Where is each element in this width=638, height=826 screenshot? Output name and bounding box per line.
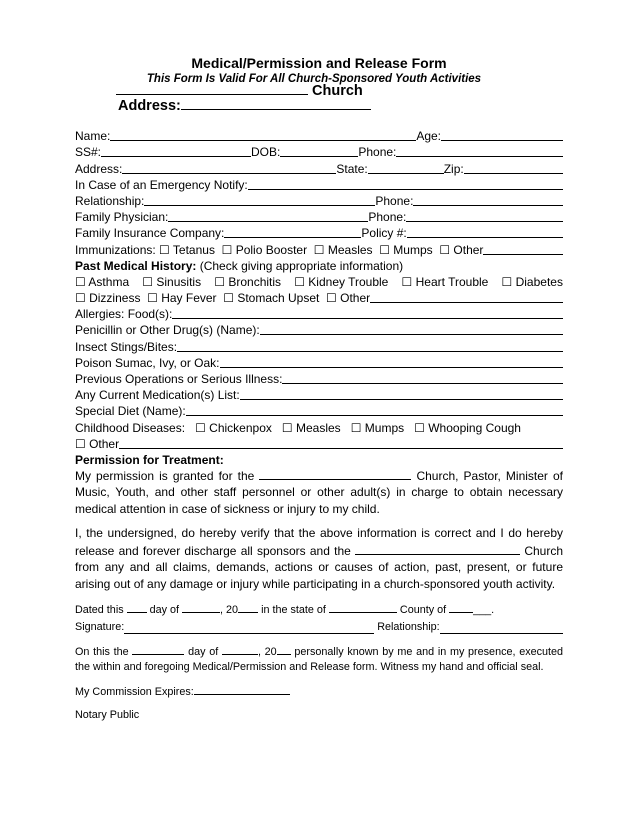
ss-label: SS#: (75, 145, 102, 160)
signature-label: Signature: (75, 621, 125, 634)
phone-label: Phone: (358, 145, 397, 160)
medications-row (75, 386, 563, 402)
dated-county-field[interactable] (449, 602, 473, 613)
permission-heading: Permission for Treatment: (75, 452, 224, 467)
poison-label: Poison Sumac, Ivy, or Oak: (75, 355, 220, 370)
history-row-1 (75, 273, 563, 289)
insect-field[interactable] (177, 340, 563, 352)
asthma-checkbox[interactable]: ☐ Asthma (75, 274, 130, 289)
relationship-field[interactable] (144, 194, 375, 206)
bronchitis-checkbox[interactable]: ☐ Bronchitis (214, 274, 282, 289)
policy-field[interactable] (407, 226, 563, 238)
kidney-trouble-checkbox[interactable]: ☐ Kidney Trouble (294, 274, 389, 289)
permission-paragraph (75, 467, 563, 518)
dated-year-field[interactable] (238, 602, 258, 613)
permission-text-end: Church, Pastor, Minister of Music, Youth, and other staff personnel or other adult(s) in charge to obtain necessary medical attention in case of sickness or injury to my child. (75, 468, 563, 516)
age-field[interactable] (441, 129, 563, 141)
emergency-field[interactable] (248, 178, 563, 190)
state-of-label: in the state of (261, 604, 326, 617)
history-row-2 (75, 289, 563, 305)
dated-day-of-label: day of (149, 604, 180, 617)
policy-label: Policy #: (361, 226, 407, 241)
notary-year-field[interactable] (277, 644, 291, 655)
childhood-mumps-checkbox[interactable]: ☐ Mumps (350, 420, 405, 435)
name-label: Name: (75, 129, 111, 144)
release-paragraph (75, 525, 563, 592)
physician-label: Family Physician: (75, 210, 169, 225)
physician-field[interactable] (168, 210, 368, 222)
childhood-measles-checkbox[interactable]: ☐ Measles (281, 420, 341, 435)
permission-church-field[interactable] (259, 467, 411, 480)
dob-field[interactable] (280, 145, 358, 157)
allergies-field[interactable] (172, 307, 563, 319)
relationship-label: Relationship: (75, 193, 145, 208)
address-row (75, 159, 563, 175)
relationship-row (75, 192, 563, 208)
immunizations-label: Immunizations: (75, 242, 156, 257)
dated-day-field[interactable] (127, 602, 147, 613)
insect-label: Insect Stings/Bites: (75, 339, 178, 354)
phone3-label: Phone: (368, 210, 407, 225)
insect-row (75, 337, 563, 353)
notary-body-text: personally known by me and in my presence, executed the within and foregoing Medical/Permission and Release form. Witness my hand and official seal. (75, 645, 564, 674)
childhood-other-field[interactable] (119, 437, 563, 449)
operations-row (75, 370, 563, 386)
commission-field[interactable] (194, 684, 290, 695)
signature-field[interactable] (124, 622, 374, 634)
notary-paragraph (75, 644, 563, 676)
county-fill-text: ___ (473, 604, 492, 617)
operations-field[interactable] (282, 372, 563, 384)
emergency-label: In Case of an Emergency Notify: (75, 177, 248, 192)
other-history-field[interactable] (370, 291, 563, 303)
immunizations-row (75, 240, 563, 256)
county-of-label: County of (399, 604, 447, 617)
allergies-label: Allergies: Food(s): (75, 307, 173, 322)
chickenpox-checkbox[interactable]: ☐ Chickenpox (195, 420, 272, 435)
permission-heading-row (75, 451, 563, 467)
other-history-checkbox[interactable]: ☐ Other (326, 291, 371, 306)
state-field[interactable] (368, 162, 444, 174)
on-this-label: On this the (75, 645, 129, 658)
address-label: Address: (75, 161, 123, 176)
notary-day-of-label: day of (188, 645, 219, 658)
zip-field[interactable] (464, 162, 563, 174)
diet-label: Special Diet (Name): (75, 404, 186, 419)
permission-text-start: My permission is granted for the (75, 468, 255, 483)
church-address-line (118, 97, 371, 114)
signature-row (75, 619, 563, 636)
name-row (75, 127, 563, 143)
emergency-row (75, 176, 563, 192)
notary-month-field[interactable] (222, 644, 258, 655)
poison-field[interactable] (220, 356, 564, 368)
release-text-start: I, the undersigned, do hereby verify that the above information is correct and I do hereby release and forever discharge all sponsors and the (75, 526, 563, 558)
insurance-field[interactable] (224, 226, 361, 238)
form-title: Medical/Permission and Release Form (191, 55, 447, 71)
notary-relationship-label: Relationship: (377, 621, 440, 634)
diabetes-checkbox[interactable]: ☐ Diabetes (501, 274, 563, 289)
hay-fever-checkbox[interactable]: ☐ Hay Fever (147, 291, 217, 306)
church-label: Church (312, 83, 363, 99)
notary-relationship-field[interactable] (440, 622, 563, 634)
church-name-field[interactable] (116, 82, 308, 95)
commission-label: My Commission Expires: (75, 685, 194, 698)
notary-year-prefix: , 20 (257, 645, 277, 658)
release-church-field[interactable] (355, 542, 520, 555)
dated-state-field[interactable] (329, 602, 397, 613)
county-period: . (491, 604, 495, 617)
penicillin-label: Penicillin or Other Drug(s) (Name): (75, 323, 260, 338)
stomach-upset-checkbox[interactable]: ☐ Stomach Upset (223, 291, 320, 306)
ss-row (75, 143, 563, 159)
childhood-other-checkbox[interactable]: ☐ Other (75, 436, 120, 451)
dated-line (75, 602, 563, 619)
church-address-field[interactable] (181, 97, 371, 110)
dated-this-label: Dated this (75, 604, 124, 617)
penicillin-row (75, 321, 563, 337)
dizziness-checkbox[interactable]: ☐ Dizziness (75, 291, 141, 306)
polio-checkbox[interactable]: ☐ Polio Booster (221, 242, 308, 257)
other-immunization-field[interactable] (483, 243, 563, 255)
penicillin-field[interactable] (260, 323, 563, 335)
commission-line (75, 684, 563, 701)
dated-year-prefix: , 20 (220, 604, 239, 617)
insurance-row (75, 224, 563, 240)
sinusitis-checkbox[interactable]: ☐ Sinusitis (142, 274, 202, 289)
state-label: State: (336, 161, 368, 176)
phone2-field[interactable] (413, 194, 563, 206)
diet-row (75, 402, 563, 418)
phone3-field[interactable] (406, 210, 563, 222)
form-subtitle: This Form Is Valid For All Church-Sponsored Youth Activities (146, 73, 482, 85)
mumps-checkbox[interactable]: ☐ Mumps (379, 242, 433, 257)
tetanus-checkbox[interactable]: ☐ Tetanus (159, 242, 215, 257)
dob-label: DOB: (251, 145, 281, 160)
other-immunization-checkbox[interactable]: ☐ Other (439, 242, 484, 257)
operations-label: Previous Operations or Serious Illness: (75, 372, 283, 386)
allergies-row (75, 305, 563, 321)
diet-field[interactable] (186, 404, 563, 416)
form-body (75, 127, 563, 724)
on-this-day-field[interactable] (132, 644, 184, 655)
age-label: Age: (416, 129, 441, 144)
phone2-label: Phone: (375, 193, 414, 208)
childhood-other-row (75, 435, 563, 451)
medications-label: Any Current Medication(s) List: (75, 388, 240, 403)
phone-field[interactable] (396, 145, 563, 157)
release-text-end: Church from any and all claims, demands, actions or causes of action, past, present, or future arising out of any damage or injury while participating in a church-sponsored youth activity. (75, 543, 564, 591)
address-field[interactable] (122, 162, 336, 174)
address-label: Address: (118, 98, 181, 114)
childhood-row (75, 418, 563, 434)
notary-public-label: Notary Public (75, 709, 140, 722)
zip-label: Zip: (443, 161, 464, 176)
poison-row (75, 354, 563, 370)
medications-field[interactable] (240, 388, 563, 400)
history-heading: Past Medical History: (75, 258, 197, 273)
childhood-label: Childhood Diseases: (75, 420, 186, 435)
name-field[interactable] (110, 129, 416, 141)
whooping-cough-checkbox[interactable]: ☐ Whooping Cough (414, 420, 521, 435)
heart-trouble-checkbox[interactable]: ☐ Heart Trouble (401, 274, 489, 289)
history-instruction: (Check giving appropriate information) (199, 258, 404, 273)
insurance-label: Family Insurance Company: (75, 226, 225, 241)
ss-field[interactable] (101, 145, 251, 157)
dated-month-field[interactable] (182, 602, 220, 613)
history-heading-row (75, 257, 563, 273)
measles-checkbox[interactable]: ☐ Measles (313, 242, 373, 257)
physician-row (75, 208, 563, 224)
